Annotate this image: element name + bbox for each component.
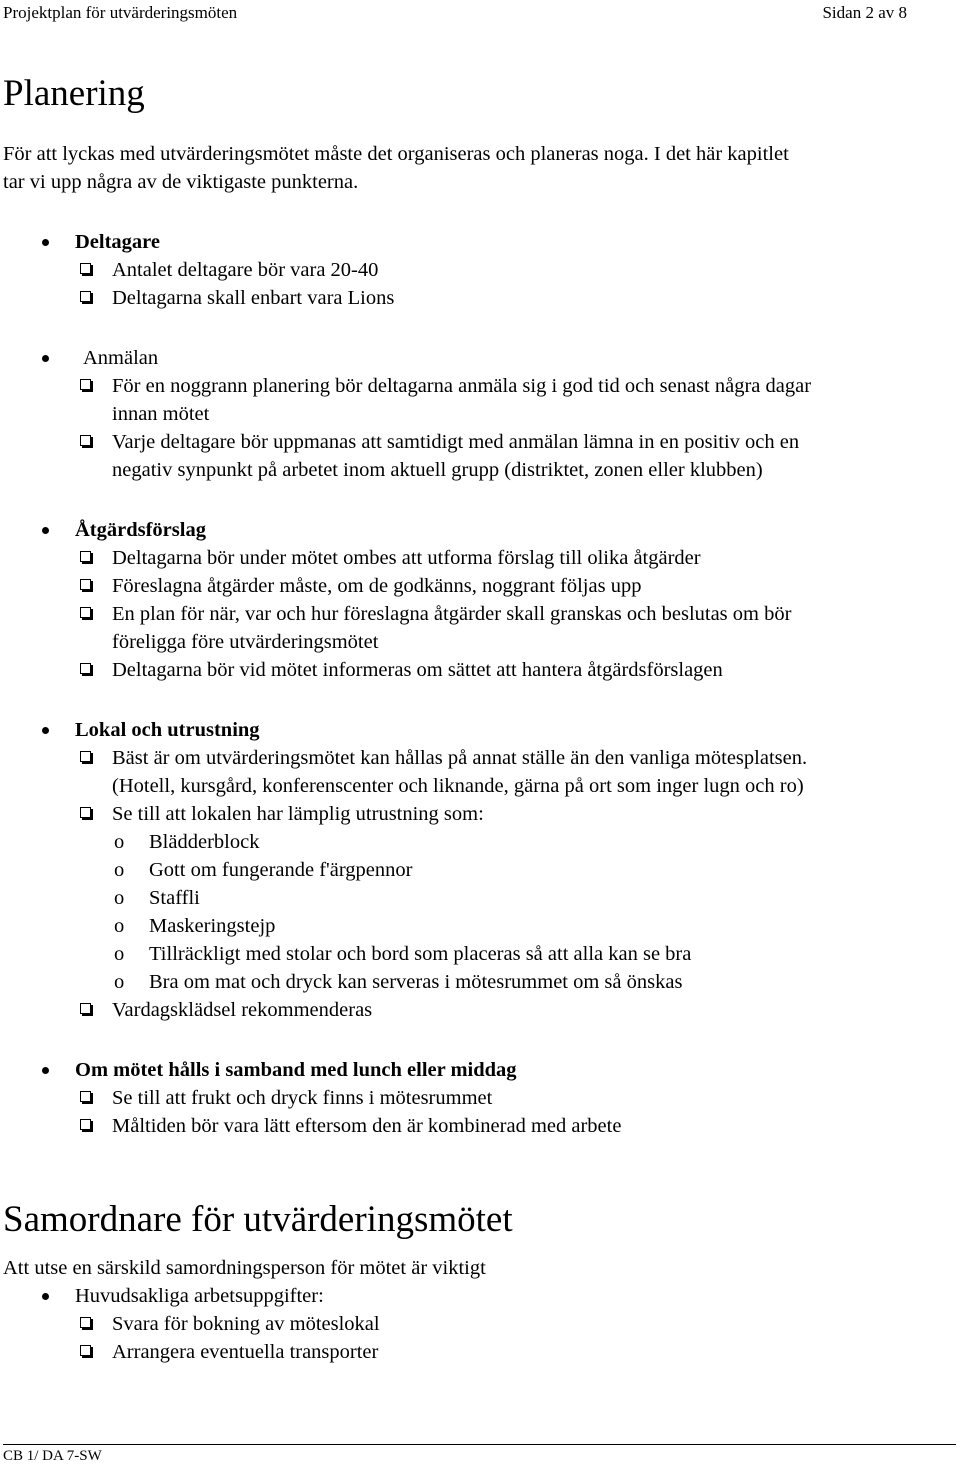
section-title: Om mötet hålls i samband med lunch eller middag [75,1059,517,1081]
checkbox-icon [80,607,91,618]
item-text: Måltiden bör vara lätt eftersom den är kombinerad med arbete [112,1115,622,1137]
section-lokal [3,716,953,1024]
item-text: En plan för när, var och hur föreslagna åtgärder skall granskas och beslutas om bör [112,603,792,625]
circle-bullet-icon: o [114,915,125,937]
footer-divider [3,1444,956,1445]
sub-list-item [3,912,953,940]
section-arbetsuppgifter [3,1282,953,1366]
list-item [3,656,953,684]
bullet-icon [42,1293,49,1300]
item-text: Föreslagna åtgärder måste, om de godkänns, noggrant följas upp [112,575,642,597]
item-text: Deltagarna bör under mötet ombes att utforma förslag till olika åtgärder [112,547,701,569]
item-text: Tillräckligt med stolar och bord som placeras så att alla kan se bra [149,943,692,965]
item-text: föreligga före utvärderingsmötet [112,631,379,653]
list-item [3,372,953,428]
item-text: Deltagarna skall enbart vara Lions [112,287,395,309]
section-title: Huvudsakliga arbetsuppgifter: [75,1285,324,1307]
section-title: Deltagare [75,231,161,253]
intro-paragraph [3,140,953,196]
samordnare-intro: Att utse en särskild samordningsperson för mötet är viktigt [3,1257,486,1279]
item-text: Svara för bokning av möteslokal [112,1313,380,1335]
list-item [3,800,953,828]
checkbox-icon [80,1317,91,1328]
bullet-icon [42,1067,49,1074]
item-text: Arrangera eventuella transporter [112,1341,379,1363]
checkbox-icon [80,807,91,818]
checkbox-icon [80,751,91,762]
checkbox-icon [80,1003,91,1014]
item-text: Bra om mat och dryck kan serveras i mötesrummet om så önskas [149,971,683,993]
footer-code: CB 1/ DA 7-SW [3,1448,102,1464]
intro-line: tar vi upp några av de viktigaste punkterna. [3,171,359,193]
section-deltagare [3,228,953,312]
section-title: Lokal och utrustning [75,719,260,741]
item-text: (Hotell, kursgård, konferenscenter och liknande, gärna på ort som inger lugn och ro) [112,775,804,797]
page-number: Sidan 2 av 8 [822,3,907,22]
item-text: innan mötet [112,403,210,425]
checkbox-icon [80,551,91,562]
section-title: Anmälan [83,347,159,369]
document-title: Projektplan för utvärderingsmöten [3,3,238,22]
checkbox-icon [80,263,91,274]
list-item [3,572,953,600]
item-text: Deltagarna bör vid mötet informeras om sättet att hantera åtgärdsförslagen [112,659,723,681]
list-item [3,1338,953,1366]
bullet-icon [42,527,49,534]
checkbox-icon [80,291,91,302]
bullet-icon [42,727,49,734]
item-text: Maskeringstejp [149,915,276,937]
page-content [3,72,953,1366]
list-item [3,600,953,656]
checkbox-icon [80,1119,91,1130]
section-lunch [3,1056,953,1140]
bullet-icon [42,239,49,246]
list-item [3,1310,953,1338]
item-text: Blädderblock [149,831,260,853]
circle-bullet-icon: o [114,887,125,909]
circle-bullet-icon: o [114,859,125,881]
item-text: Gott om fungerande f'ärgpennor [149,859,413,881]
item-text: Antalet deltagare bör vara 20-40 [112,259,379,281]
section-atgardsforslag [3,516,953,684]
sub-list-item [3,940,953,968]
circle-bullet-icon: o [114,831,125,853]
sub-list-item [3,856,953,884]
list-item [3,428,953,484]
item-text: Staffli [149,887,200,909]
heading-planering: Planering [3,73,145,114]
section-anmalan [3,344,953,484]
page-header [3,0,907,26]
list-item [3,284,953,312]
sub-list-item [3,884,953,912]
section-title: Åtgärdsförslag [75,519,206,541]
checkbox-icon [80,435,91,446]
list-item [3,744,953,800]
checkbox-icon [80,579,91,590]
sub-list-item [3,828,953,856]
checkbox-icon [80,379,91,390]
checkbox-icon [80,1345,91,1356]
list-item [3,256,953,284]
list-item [3,544,953,572]
heading-samordnare: Samordnare för utvärderingsmötet [3,1199,513,1240]
item-text: För en noggrann planering bör deltagarna anmäla sig i god tid och senast några dagar [112,375,812,397]
list-item [3,996,953,1024]
circle-bullet-icon: o [114,971,125,993]
sub-list-item [3,968,953,996]
list-item [3,1112,953,1140]
item-text: negativ synpunkt på arbetet inom aktuell grupp (distriktet, zonen eller klubben) [112,459,763,481]
item-text: Vardagsklädsel rekommenderas [112,999,373,1021]
circle-bullet-icon: o [114,943,125,965]
item-text: Se till att lokalen har lämplig utrustning som: [112,803,484,825]
checkbox-icon [80,663,91,674]
item-text: Varje deltagare bör uppmanas att samtidigt med anmälan lämna in en positiv och en [112,431,800,453]
intro-line: För att lyckas med utvärderingsmötet måste det organiseras och planeras noga. I det här kapitlet [3,143,789,165]
bullet-icon [42,355,49,362]
checkbox-icon [80,1091,91,1102]
list-item [3,1084,953,1112]
item-text: Se till att frukt och dryck finns i mötesrummet [112,1087,493,1109]
item-text: Bäst är om utvärderingsmötet kan hållas på annat ställe än den vanliga mötesplatsen. [112,747,808,769]
